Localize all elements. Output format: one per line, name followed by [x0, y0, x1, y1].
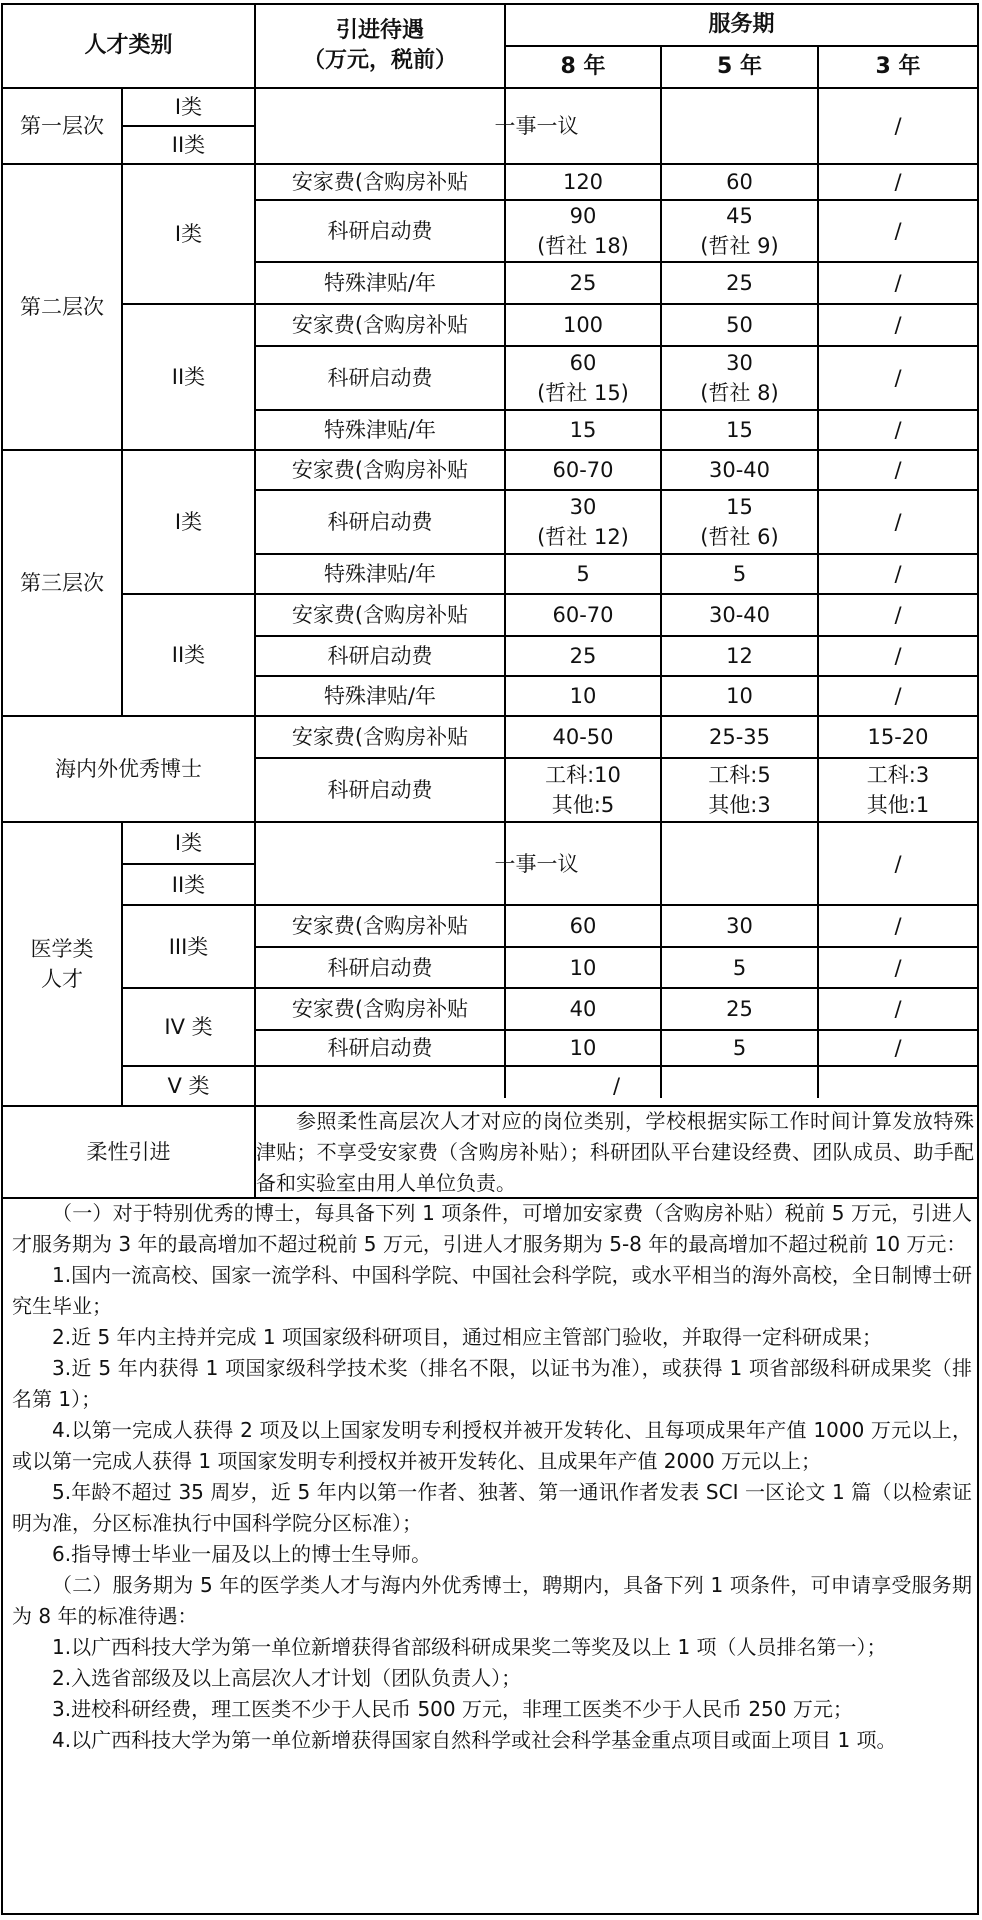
value-cell: 30-40 — [708, 458, 771, 482]
value-cell: 10 — [726, 684, 753, 708]
note-paragraph: 6.指导博士毕业一届及以上的博士生导师。 — [52, 1542, 432, 1566]
note-paragraph: 3.进校科研经费，理工医类不少于人民币 500 万元，非理工医类不少于人民币 250 万元； — [52, 1697, 853, 1721]
header-5-years: 5 年 — [717, 54, 762, 79]
level3-class-I: I类 — [174, 510, 203, 534]
value-cell: / — [894, 914, 902, 938]
item-research: 科研启动费 — [327, 366, 433, 390]
value-cell: 120 — [562, 170, 604, 194]
level1-label: 第一层次 — [20, 114, 104, 138]
value-cell: / — [894, 458, 902, 482]
value-cell: 15 — [569, 418, 597, 442]
item-housing: 安家费(含购房补贴 — [291, 313, 469, 337]
value-cell: 15-20 — [867, 725, 929, 749]
value-cell: / — [894, 313, 902, 337]
header-service-period: 服务期 — [708, 12, 775, 37]
value-cell: 60-70 — [552, 603, 614, 627]
value-cell: / — [894, 170, 902, 194]
value-cell: 40-50 — [552, 725, 614, 749]
level3-label: 第三层次 — [20, 571, 104, 595]
value-cell: 30 (哲社 8) — [700, 351, 779, 405]
value-cell: / — [894, 510, 902, 534]
value-cell: 60 — [569, 914, 597, 938]
note-paragraph: 5.年龄不超过 35 周岁，近 5 年内以第一作者、独著、第一通讯作者发表 SCI 一区论文 1 篇（以检索证明为准，分区标准执行中国科学院分区标准）； — [12, 1480, 972, 1535]
item-housing: 安家费(含购房补贴 — [291, 914, 469, 938]
medical-class-IV: IV 类 — [164, 1015, 213, 1039]
value-cell: 5 — [732, 955, 747, 980]
overseas-label: 海内外优秀博士 — [55, 757, 202, 781]
value-cell: 工科:10 其他:5 — [545, 763, 621, 817]
value-cell: 60-70 — [552, 458, 614, 482]
value-cell: 10 — [569, 955, 597, 980]
item-research: 科研启动费 — [327, 510, 433, 534]
value-cell: 25 — [569, 644, 597, 668]
value-cell: 30 — [726, 914, 753, 938]
value-cell: 40 — [569, 997, 597, 1021]
value-cell: / — [894, 366, 902, 390]
value-cell: 100 — [562, 313, 604, 337]
level2-class-II: II类 — [171, 365, 206, 389]
notes-section — [12, 1198, 972, 1756]
value-cell: / — [894, 219, 902, 243]
note-paragraph: 4.以广西科技大学为第一单位新增获得国家自然科学或社会科学基金重点项目或面上项目 1 项。 — [52, 1728, 897, 1752]
header-category: 人才类别 — [84, 33, 173, 58]
value-cell: / — [894, 684, 902, 708]
value-cell: 15 (哲社 6) — [700, 495, 779, 549]
item-research: 科研启动费 — [327, 219, 433, 243]
value-cell: 12 — [726, 644, 753, 668]
item-housing: 安家费(含购房补贴 — [291, 603, 469, 627]
medical-class-II: II类 — [171, 872, 206, 897]
item-allowance: 特殊津贴/年 — [323, 684, 437, 708]
level3-class-II: II类 — [171, 643, 206, 667]
value-cell: 25 — [569, 271, 597, 295]
item-housing: 安家费(含购房补贴 — [291, 997, 469, 1021]
value-cell: / — [894, 562, 902, 586]
value-cell: 45 (哲社 9) — [700, 204, 779, 258]
note-paragraph: （二）服务期为 5 年的医学类人才与海内外优秀博士，聘期内，具备下列 1 项条件，可申请享受服务期为 8 年的标准待遇： — [12, 1573, 972, 1628]
value-cell: 90 (哲社 18) — [537, 204, 629, 258]
flexible-description: 参照柔性高层次人才对应的岗位类别，学校根据实际工作时间计算发放特殊津贴；不享受安家费（含购房补贴）；科研团队平台建设经费、团队成员、助手配备和实验室由用人单位负责。 — [256, 1109, 974, 1195]
value-cell: / — [894, 997, 902, 1021]
value-cell: 30-40 — [708, 603, 771, 627]
value-cell: / — [894, 603, 902, 627]
value-cell: / — [894, 955, 902, 980]
item-research: 科研启动费 — [327, 778, 433, 802]
flexible-label: 柔性引进 — [86, 1140, 171, 1164]
item-research: 科研启动费 — [327, 955, 433, 980]
medical-class-III: III类 — [168, 934, 209, 959]
note-paragraph: 1.国内一流高校、国家一流学科、中国科学院、中国社会科学院，或水平相当的海外高校，全日制博士研究生毕业； — [12, 1263, 972, 1318]
level2-class-I: I类 — [174, 222, 203, 246]
value-cell: 25-35 — [708, 725, 771, 749]
item-allowance: 特殊津贴/年 — [323, 271, 437, 295]
level1-case-by-case: 一事一议 — [494, 114, 579, 138]
note-paragraph: 1.以广西科技大学为第一单位新增获得省部级科研成果奖二等奖及以上 1 项（人员排名第一）； — [52, 1635, 887, 1659]
note-paragraph: 2.入选省部级及以上高层次人才计划（团队负责人）； — [52, 1666, 522, 1690]
value-cell: / — [894, 1036, 902, 1060]
value-cell: 60 (哲社 15) — [537, 351, 629, 405]
value-cell: 25 — [726, 271, 753, 295]
item-allowance: 特殊津贴/年 — [323, 418, 437, 442]
medical-case-by-case: 一事一议 — [494, 851, 579, 876]
level2-label: 第二层次 — [20, 295, 104, 319]
item-housing: 安家费(含购房补贴 — [291, 170, 469, 194]
value-cell: / — [894, 418, 902, 442]
header-3-years: 3 年 — [875, 54, 921, 79]
header-8-years: 8 年 — [560, 54, 606, 79]
note-paragraph: 4.以第一完成人获得 2 项及以上国家发明专利授权并被开发转化、且每项成果年产值 1000 万元以上，或以第一完成人获得 1 项国家发明专利授权并被开发转化、且成果年产值 2000 万元以上； — [12, 1418, 972, 1473]
medical-class-V-value: / — [612, 1074, 621, 1098]
value-cell: 25 — [726, 997, 753, 1021]
value-cell: / — [894, 271, 902, 295]
value-cell: 工科:3 其他:1 — [866, 763, 930, 817]
value-cell: 10 — [569, 1036, 597, 1060]
value-cell: 50 — [726, 313, 753, 337]
note-paragraph: 2.近 5 年内主持并完成 1 项国家级科研项目，通过相应主管部门验收，并取得一定科研成果； — [52, 1325, 882, 1349]
medical-class-V: V 类 — [167, 1074, 210, 1098]
value-cell: 工科:5 其他:3 — [708, 763, 771, 817]
level1-class-I: I类 — [174, 95, 203, 119]
value-cell: 60 — [726, 170, 753, 194]
value-cell: / — [894, 851, 902, 876]
value-cell: 10 — [569, 684, 597, 708]
value-cell: / — [894, 644, 902, 668]
header-treatment: 引进待遇 （万元，税前） — [302, 18, 457, 73]
item-housing: 安家费(含购房补贴 — [291, 458, 469, 482]
level1-3y: / — [894, 114, 902, 138]
item-research: 科研启动费 — [327, 1036, 433, 1060]
note-paragraph: 3.近 5 年内获得 1 项国家级科学技术奖（排名不限，以证书为准），或获得 1 项省部级科研成果奖（排名第 1）； — [12, 1356, 972, 1411]
value-cell: 5 — [732, 562, 747, 586]
medical-label: 医学类 人才 — [30, 937, 94, 991]
note-paragraph: （一）对于特别优秀的博士，每具备下列 1 项条件，可增加安家费（含购房补贴）税前 5 万元，引进人才服务期为 3 年的最高增加不超过税前 5 万元，引进人才服务期为 5-8 年的最高增加不超过税前 10 万元： — [12, 1201, 972, 1256]
item-housing: 安家费(含购房补贴 — [291, 725, 469, 749]
value-cell: 15 — [726, 418, 753, 442]
item-allowance: 特殊津贴/年 — [323, 562, 437, 586]
item-research: 科研启动费 — [327, 644, 433, 668]
level1-class-II: II类 — [171, 133, 206, 157]
value-cell: 5 — [576, 562, 590, 586]
value-cell: 5 — [732, 1036, 747, 1060]
medical-class-I: I类 — [174, 831, 203, 855]
value-cell: 30 (哲社 12) — [537, 495, 629, 549]
